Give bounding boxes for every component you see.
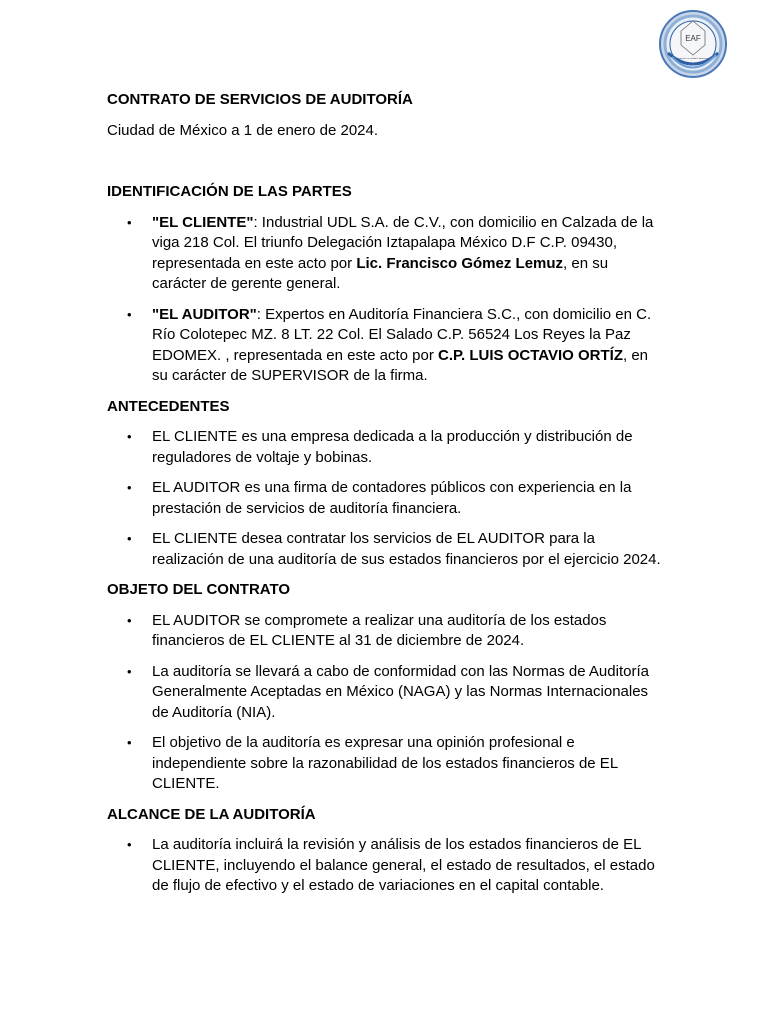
section-heading-objeto: OBJETO DEL CONTRATO [107,581,291,598]
list-item [107,835,663,897]
firm-seal-logo-icon [658,9,728,79]
list-item-text: EL CLIENTE es una empresa dedicada a la producción y distribución de reguladores de voltaje y bobinas. [152,428,633,466]
party-label-auditor: "EL AUDITOR" [152,305,257,323]
bullet: • [127,612,132,628]
contract-title: CONTRATO DE SERVICIOS DE AUDITORÍA [107,91,413,108]
place-date: Ciudad de México a 1 de enero de 2024. [107,121,379,139]
list-item [107,305,663,387]
list-item [107,733,663,795]
party-text: : Expertos en Auditoría Financiera S.C., con domicilio en C. Río Colotepec MZ. 8 LT. 22 Col. El Salado C.P. 56524 Los Reyes la Paz EDOMEX. , representada en este acto por [152,305,652,364]
partes-list [107,213,663,387]
bullet: • [127,663,132,679]
list-item [107,478,663,519]
party-text: : Industrial UDL S.A. de C.V., con domicilio en Calzada de la viga 218 Col. El triunfo Delegación Iztapalapa México D.F C.P. 09430, representada en este acto por [152,213,654,272]
list-item [107,529,663,570]
party-text: , en su carácter de gerente general. [152,254,609,292]
list-item [107,427,663,468]
party-label-cliente: "EL CLIENTE" [152,213,254,231]
svg-text:EAF: EAF [685,34,701,43]
objeto-list [107,611,663,795]
party-representative: C.P. LUIS OCTAVIO ORTÍZ [437,346,623,364]
bullet: • [127,531,132,546]
alcance-list [107,835,663,897]
antecedentes-list [107,427,663,570]
bullet: • [127,306,132,322]
list-item-text: EL AUDITOR es una firma de contadores públicos con experiencia en la prestación de servicios de auditoría financiera. [152,479,632,517]
bullet: • [127,735,132,750]
list-item-text: EL AUDITOR se compromete a realizar una auditoría de los estados financieros de EL CLIENTE al 31 de diciembre de 2024. [152,611,607,649]
bullet: • [127,214,132,230]
party-representative: Lic. Francisco Gómez Lemuz [356,254,564,272]
firm-logo [658,9,728,79]
list-item-text: EL CLIENTE desea contratar los servicios de EL AUDITOR para la realización de una auditoría de sus estados financieros por el ejercicio 2024. [152,530,661,568]
list-item-text: El objetivo de la auditoría es expresar una opinión profesional e independiente sobre la razonabilidad de los estados financieros de EL CLIENTE. [152,734,618,792]
bullet: • [127,429,132,444]
bullet: • [127,480,132,495]
party-text: , en su carácter de SUPERVISOR de la firma. [152,346,649,384]
bullet: • [127,837,132,852]
list-item-text: La auditoría incluirá la revisión y análisis de los estados financieros de EL CLIENTE, incluyendo el balance general, el estado de resultados, el estado de flujo de efectivo y el estado de variaciones en el capital contable. [152,836,655,894]
list-item [107,662,663,724]
section-heading-alcance: ALCANCE DE LA AUDITORÍA [107,805,316,823]
section-heading-antecedentes: ANTECEDENTES [107,397,230,415]
list-item [107,611,663,652]
list-item [107,213,663,295]
list-item-text: La auditoría se llevará a cabo de conformidad con las Normas de Auditoría Generalmente Aceptadas en México (NAGA) y las Normas Internacionales de Auditoría (NIA). [152,662,649,721]
section-heading-partes: IDENTIFICACIÓN DE LAS PARTES [107,183,352,200]
svg-text:expertos en auditoría financie: expertos en auditoría financiera [677,58,709,60]
contract-body [107,90,663,897]
